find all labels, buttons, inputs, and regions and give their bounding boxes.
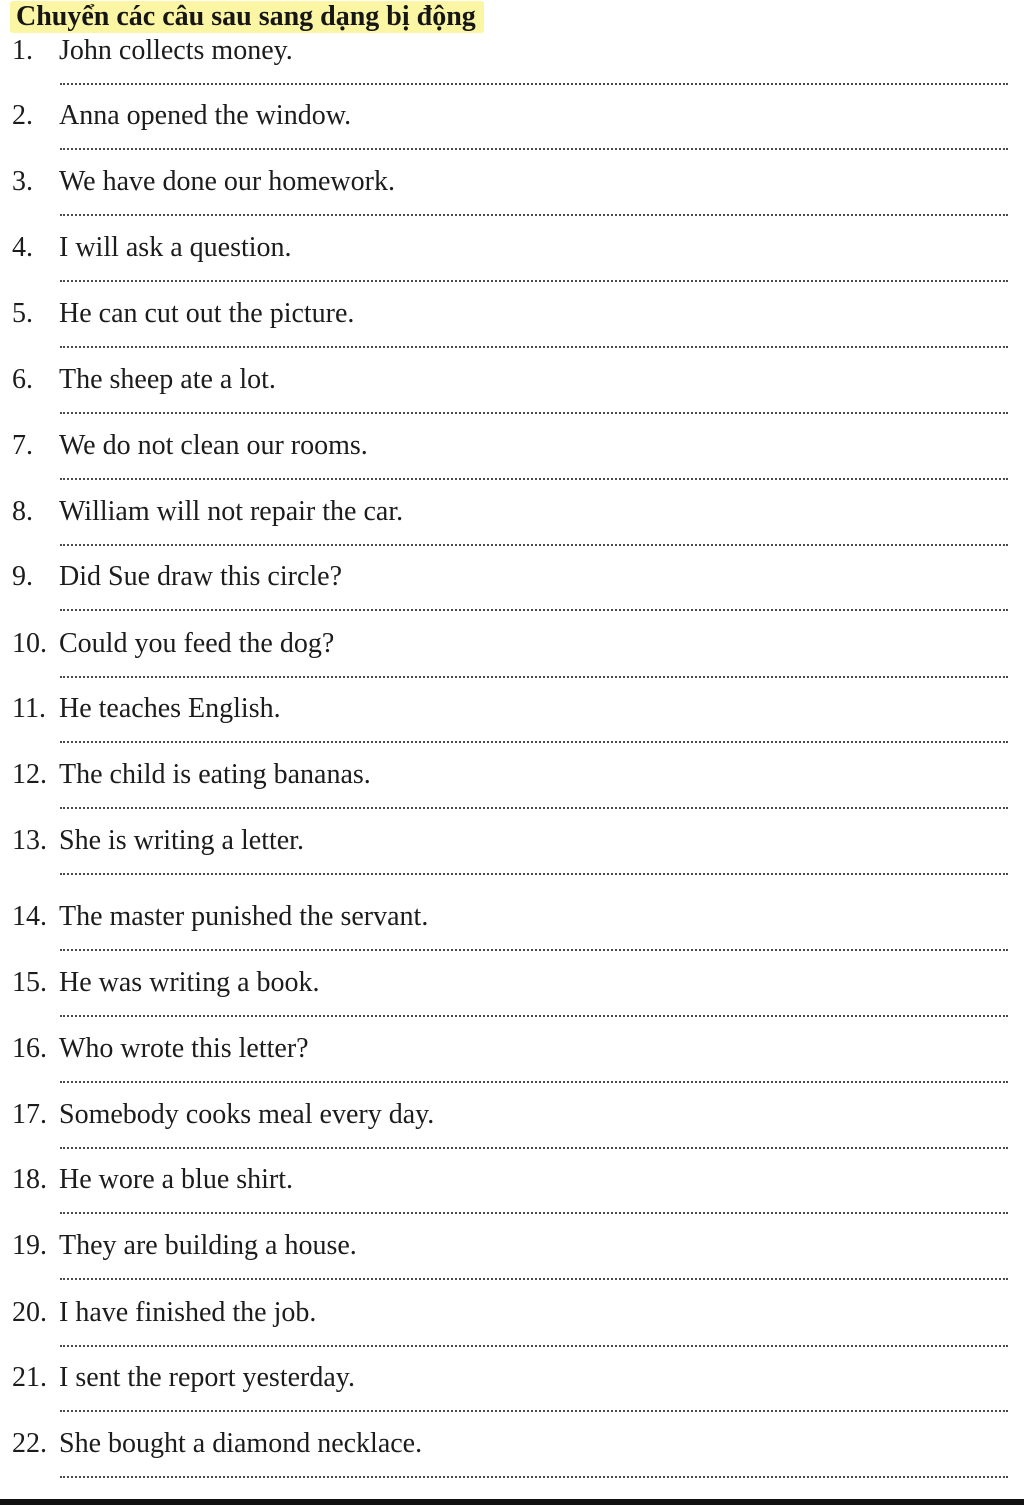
item-sentence: We do not clean our rooms.: [59, 430, 368, 461]
item-sentence: Anna opened the window.: [59, 100, 352, 131]
item-number: 6.: [12, 364, 33, 395]
item-sentence: I have finished the job.: [59, 1297, 317, 1328]
exercise-item: [0, 1361, 1024, 1427]
answer-dotted-line[interactable]: [60, 949, 1008, 951]
item-sentence: They are building a house.: [59, 1230, 357, 1261]
item-sentence: The sheep ate a lot.: [59, 364, 276, 395]
exercise-item: [0, 824, 1024, 890]
item-number: 4.: [12, 232, 33, 263]
answer-dotted-line[interactable]: [60, 412, 1008, 414]
item-sentence: He teaches English.: [59, 693, 281, 724]
answer-dotted-line[interactable]: [60, 741, 1008, 743]
item-number: 20.: [12, 1297, 47, 1328]
item-sentence: He was writing a book.: [59, 967, 320, 998]
exercise-item: [0, 495, 1024, 561]
item-number: 8.: [12, 496, 33, 527]
answer-dotted-line[interactable]: [60, 148, 1008, 150]
answer-dotted-line[interactable]: [60, 609, 1008, 611]
exercise-item: [0, 900, 1024, 966]
item-number: 2.: [12, 100, 33, 131]
bottom-border-bar: [0, 1499, 1024, 1505]
exercise-item: [0, 966, 1024, 1032]
answer-dotted-line[interactable]: [60, 83, 1008, 85]
item-number: 16.: [12, 1033, 47, 1064]
exercise-item: [0, 560, 1024, 626]
item-sentence: We have done our homework.: [59, 166, 395, 197]
item-sentence: The master punished the servant.: [59, 901, 429, 932]
exercise-item: [0, 1098, 1024, 1164]
answer-dotted-line[interactable]: [60, 478, 1008, 480]
item-number: 12.: [12, 759, 47, 790]
item-number: 17.: [12, 1099, 47, 1130]
answer-dotted-line[interactable]: [60, 1278, 1008, 1280]
item-sentence: Who wrote this letter?: [59, 1033, 309, 1064]
item-number: 9.: [12, 561, 33, 592]
item-sentence: John collects money.: [59, 35, 293, 66]
item-sentence: I sent the report yesterday.: [59, 1362, 355, 1393]
item-sentence: Did Sue draw this circle?: [59, 561, 343, 592]
item-number: 22.: [12, 1428, 47, 1459]
answer-dotted-line[interactable]: [60, 873, 1008, 875]
item-sentence: She bought a diamond necklace.: [59, 1428, 423, 1459]
item-sentence: Somebody cooks meal every day.: [59, 1099, 435, 1130]
answer-dotted-line[interactable]: [60, 544, 1008, 546]
answer-dotted-line[interactable]: [60, 676, 1008, 678]
answer-dotted-line[interactable]: [60, 1081, 1008, 1083]
answer-dotted-line[interactable]: [60, 1345, 1008, 1347]
item-number: 10.: [12, 628, 47, 659]
item-sentence: William will not repair the car.: [59, 496, 404, 527]
exercise-item: [0, 99, 1024, 165]
exercise-item: [0, 1427, 1024, 1493]
item-number: 3.: [12, 166, 33, 197]
item-number: 18.: [12, 1164, 47, 1195]
exercise-item: [0, 165, 1024, 231]
exercise-item: [0, 297, 1024, 363]
exercise-item: [0, 363, 1024, 429]
answer-dotted-line[interactable]: [60, 807, 1008, 809]
exercise-item: [0, 758, 1024, 824]
item-sentence: I will ask a question.: [59, 232, 292, 263]
answer-dotted-line[interactable]: [60, 1476, 1008, 1478]
answer-dotted-line[interactable]: [60, 1015, 1008, 1017]
exercise-item: [0, 1163, 1024, 1229]
item-number: 15.: [12, 967, 47, 998]
exercise-item: [0, 231, 1024, 297]
exercise-item: [0, 34, 1024, 100]
item-sentence: The child is eating bananas.: [59, 759, 371, 790]
item-number: 11.: [12, 693, 46, 724]
item-number: 19.: [12, 1230, 47, 1261]
item-sentence: He wore a blue shirt.: [59, 1164, 294, 1195]
item-number: 7.: [12, 430, 33, 461]
answer-dotted-line[interactable]: [60, 346, 1008, 348]
exercise-item: [0, 627, 1024, 693]
item-number: 13.: [12, 825, 47, 856]
worksheet-title: Chuyển các câu sau sang dạng bị động: [10, 1, 484, 33]
exercise-item: [0, 1032, 1024, 1098]
item-number: 5.: [12, 298, 33, 329]
answer-dotted-line[interactable]: [60, 214, 1008, 216]
exercise-item: [0, 692, 1024, 758]
answer-dotted-line[interactable]: [60, 1147, 1008, 1149]
exercise-item: [0, 1296, 1024, 1362]
item-sentence: She is writing a letter.: [59, 825, 304, 856]
item-sentence: Could you feed the dog?: [59, 628, 335, 659]
answer-dotted-line[interactable]: [60, 280, 1008, 282]
exercise-item: [0, 1229, 1024, 1295]
exercise-item: [0, 429, 1024, 495]
answer-dotted-line[interactable]: [60, 1410, 1008, 1412]
answer-dotted-line[interactable]: [60, 1212, 1008, 1214]
item-number: 21.: [12, 1362, 47, 1393]
item-number: 14.: [12, 901, 47, 932]
item-number: 1.: [12, 35, 33, 66]
item-sentence: He can cut out the picture.: [59, 298, 355, 329]
